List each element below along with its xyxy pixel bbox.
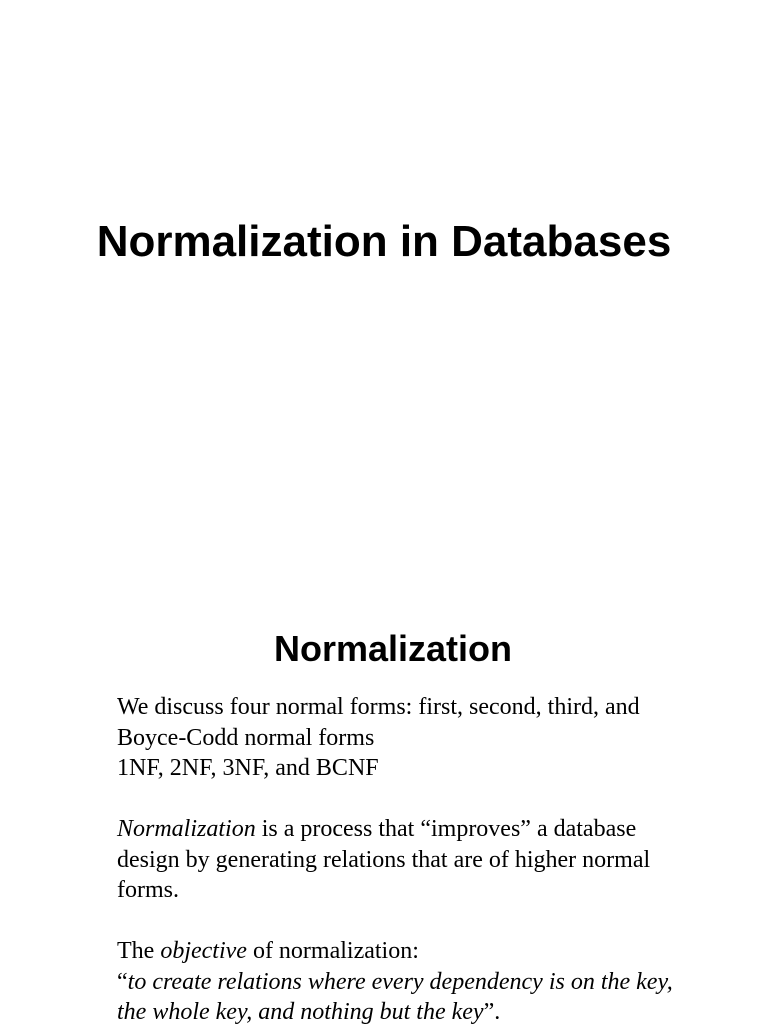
open-quote: “	[117, 968, 128, 995]
intro-line-1: We discuss four normal forms: first, second, third, and	[117, 694, 640, 720]
definition-rest: is a process that “improves” a database	[255, 816, 637, 842]
quote-text-1: to create relations where every dependency is on the key,	[127, 968, 673, 995]
intro-line-2: Boyce-Codd normal forms	[117, 724, 375, 751]
definition-line-1	[117, 814, 757, 845]
close-quote: ”.	[483, 999, 501, 1025]
objective-prefix: The	[117, 938, 161, 964]
objective-term: objective	[160, 938, 247, 964]
slide-title: Normalization in Databases	[96, 217, 672, 266]
definition-line-3: forms.	[117, 877, 179, 903]
paragraph-gap	[117, 784, 757, 815]
quote-line-1	[117, 967, 757, 998]
quote-text-2: the whole key, and nothing but the key	[117, 999, 484, 1025]
slide-body	[117, 692, 757, 1028]
paragraph-gap	[117, 906, 757, 937]
objective-line	[117, 936, 757, 967]
quote-line-2	[117, 997, 757, 1028]
objective-suffix: of normalization:	[246, 938, 419, 964]
definition-term: Normalization	[117, 816, 256, 842]
intro-line-3: 1NF, 2NF, 3NF, and BCNF	[117, 755, 379, 781]
section-title: Normalization	[273, 628, 513, 669]
definition-line-2: design by generating relations that are of higher normal	[117, 846, 651, 873]
